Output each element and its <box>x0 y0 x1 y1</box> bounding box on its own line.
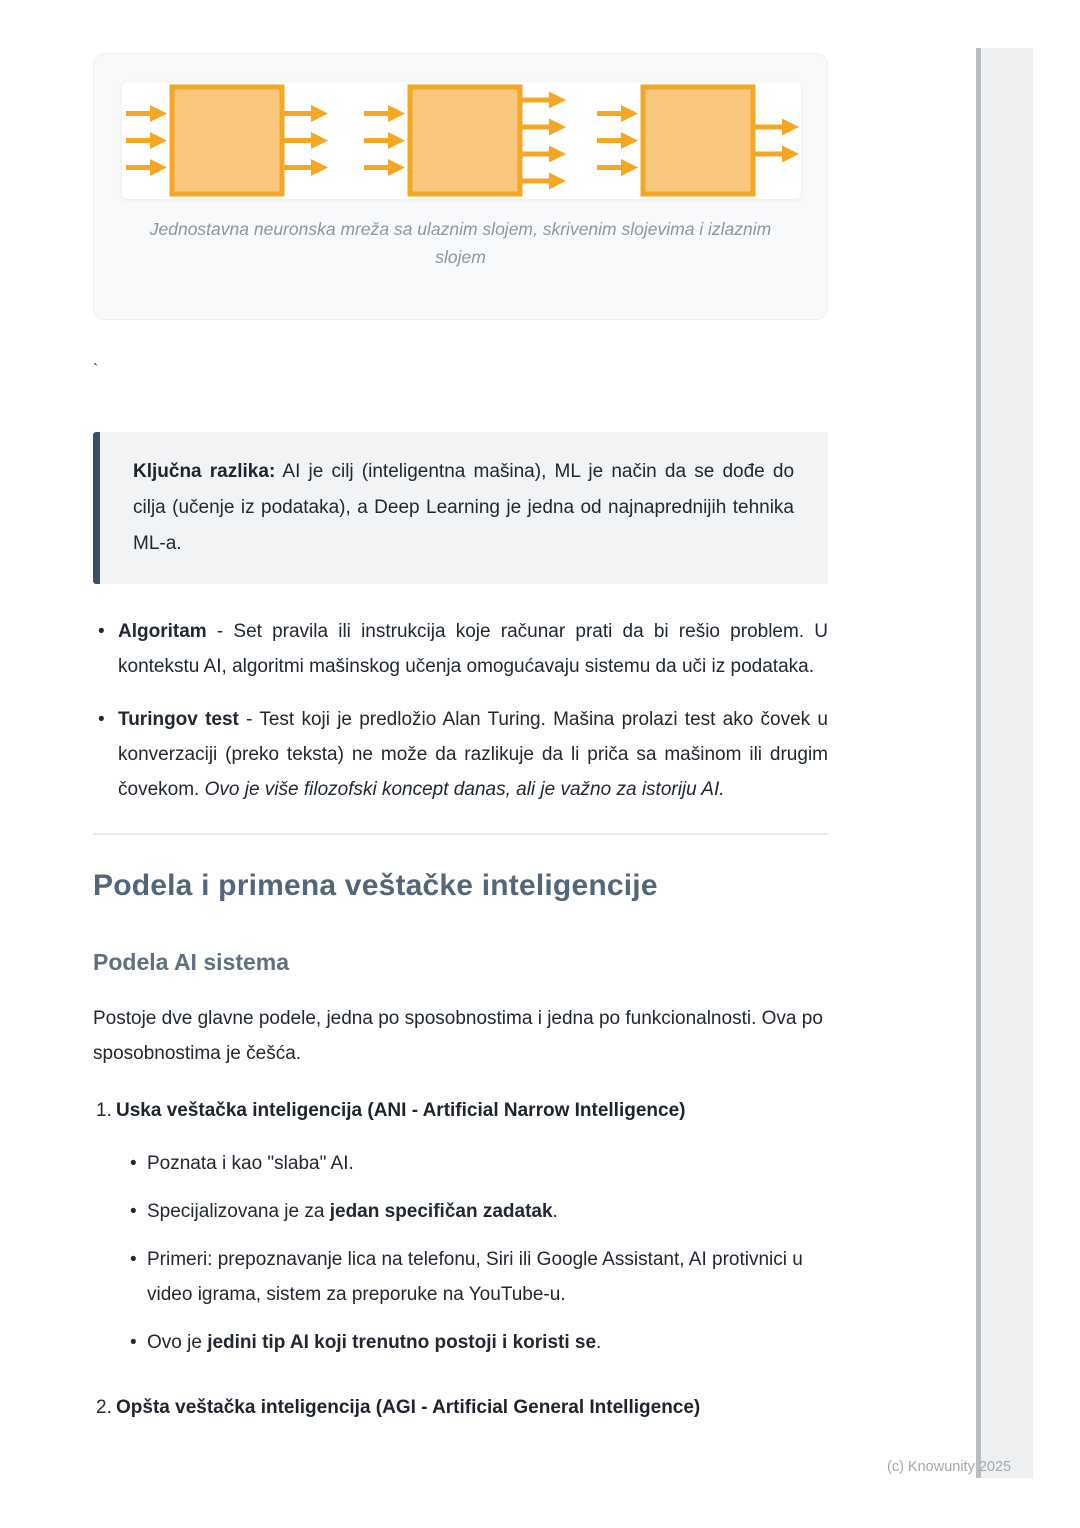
ani-title: Uska veštačka inteligencija (ANI - Artificial Narrow Intelligence) <box>116 1100 686 1121</box>
agi-title: Opšta veštačka inteligencija (AGI - Artificial General Intelligence) <box>116 1397 701 1418</box>
definition-term: Algoritam <box>118 621 207 642</box>
definition-italic: Ovo je više filozofski koncept danas, ali je važno za istoriju AI. <box>204 779 725 800</box>
document-page <box>93 0 828 1425</box>
ani-bullet: • Poznata i kao "slaba" AI. <box>116 1146 828 1181</box>
scrollbar-track[interactable] <box>976 48 1033 1478</box>
ani-sublist <box>116 1146 828 1360</box>
copyright-notice: (c) Knowunity 2025 <box>887 1459 1012 1475</box>
ani-bullet: • Primeri: prepoznavanje lica na telefonu, Siri ili Google Assistant, AI protivnici u video igrama, sistem za preporuke na YouTube-u. <box>116 1242 828 1312</box>
callout-body: AI je cilj (inteligentna mašina), ML je način da se dođe do cilja (učenje iz podataka), a Deep Learning je jedna od najnaprednijih tehnika ML-a. <box>133 461 795 554</box>
stray-backtick-text: ` <box>93 362 99 379</box>
figure-card <box>93 53 828 320</box>
numbered-item-ani <box>96 1093 828 1360</box>
definition-separator: - <box>238 709 260 730</box>
ai-types-numbered-list <box>93 1093 828 1425</box>
ani-bullet: • Specijalizovana je za jedan specifičan zadatak. <box>116 1194 828 1229</box>
neural-network-diagram-icon <box>122 82 801 199</box>
definition-item-algoritam <box>93 614 828 684</box>
definition-separator: - <box>206 621 234 642</box>
definition-item-turingov-test <box>93 702 828 807</box>
diagram-panel <box>122 82 801 199</box>
ani-bullet: • Ovo je jedini tip AI koji trenutno postoji i koristi se. <box>116 1325 828 1360</box>
item-number: 1. <box>96 1100 112 1121</box>
definition-term: Turingov test <box>118 709 239 730</box>
definition-text: Test koji je predložio Alan Turing. Mašina prolazi test ako čovek u konverzaciji (preko teksta) ne može da razlikuje da li priča sa mašinom ili drugim čovekom. <box>118 709 828 800</box>
subsection-title: Podela AI sistema <box>93 949 290 975</box>
intro-paragraph: Postoje dve glavne podele, jedna po sposobnostima i jedna po funkcionalnosti. Ova po sposobnostima je češća. <box>93 1008 823 1064</box>
item-number: 2. <box>96 1397 112 1418</box>
definition-text: Set pravila ili instrukcija koje računar prati da bi rešio problem. U kontekstu AI, algoritmi mašinskog učenja omogućavaju sistemu da uči iz podataka. <box>118 621 828 677</box>
callout-text <box>133 454 794 562</box>
figure-caption: Jednostavna neuronska mreža sa ulaznim slojem, skrivenim slojevima i izlaznim slojem <box>149 219 772 267</box>
numbered-item-agi <box>96 1390 828 1425</box>
section-divider <box>93 833 828 835</box>
callout-label: Ključna razlika: <box>133 461 276 482</box>
scrollbar-thumb[interactable] <box>976 48 981 1478</box>
section-title: Podela i primena veštačke inteligencije <box>93 869 658 902</box>
definition-list <box>93 614 828 807</box>
key-difference-callout <box>93 432 828 584</box>
